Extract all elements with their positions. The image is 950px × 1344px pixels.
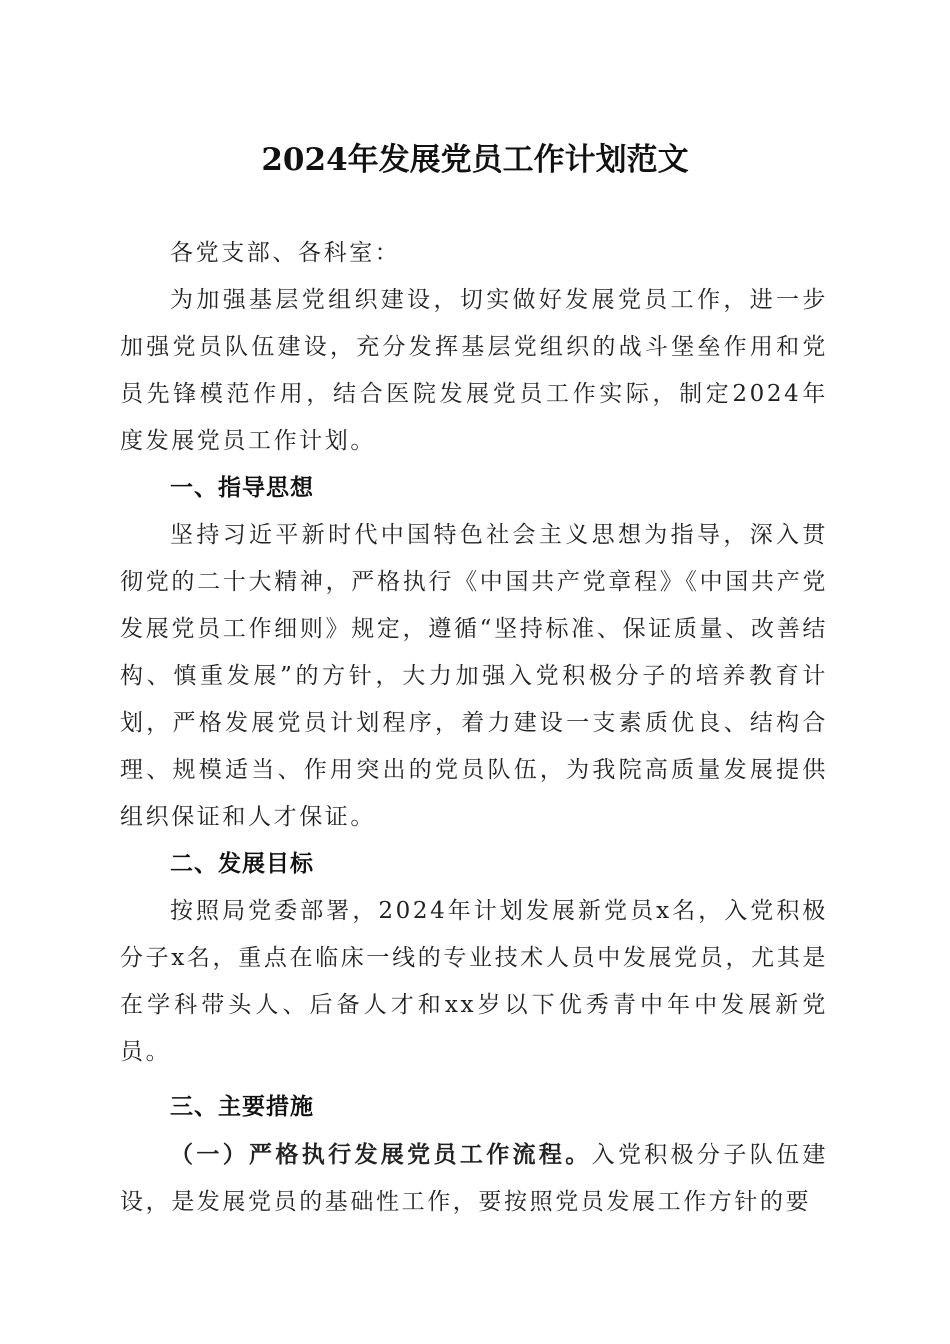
measure-item-1-text: 入党积极分子队伍建设，是发展党员的基础性工作，要按照党员发展工作方针的要 [120, 1142, 828, 1215]
measure-item-1 [120, 1131, 828, 1226]
section-heading-development-goals: 二、发展目标 [170, 851, 314, 877]
section-text-guiding-ideology: 坚持习近平新时代中国特色社会主义思想为指导，深入贯彻党的二十大精神，严格执行《中国共产党章程》《中国共产党发展党员工作细则》规定，遵循“坚持标准、保证质量、改善结构、慎重发展”的方针，大力加强入党积极分子的培养教育计划，严格发展党员计划程序，着力建设一支素质优良、结构合理、规模适当、作用突出的党员队伍，为我院高质量发展提供组织保证和人才保证。 [120, 522, 828, 830]
section-heading-guiding-ideology: 一、指导思想 [170, 475, 314, 501]
section-heading-main-measures: 三、主要措施 [170, 1094, 314, 1120]
intro-paragraph: 为加强基层党组织建设，切实做好发展党员工作，进一步加强党员队伍建设，充分发挥基层党组织的战斗堡垒作用和党员先锋模范作用，结合医院发展党员工作实际，制定2024年度发展党员工作计划。 [120, 287, 828, 454]
document-body [120, 230, 828, 1226]
salutation: 各党支部、各科室： [170, 240, 401, 266]
section-text-development-goals: 按照局党委部署，2024年计划发展新党员x名，入党积极分子x名，重点在临床一线的专业技术人员中发展党员，尤其是在学科带头人、后备人才和xx岁以下优秀青中年中发展新党员。 [120, 898, 828, 1065]
page-title: 2024年发展党员工作计划范文 [261, 142, 689, 178]
measure-item-1-heading: （一）严格执行发展党员工作流程。 [170, 1141, 592, 1168]
